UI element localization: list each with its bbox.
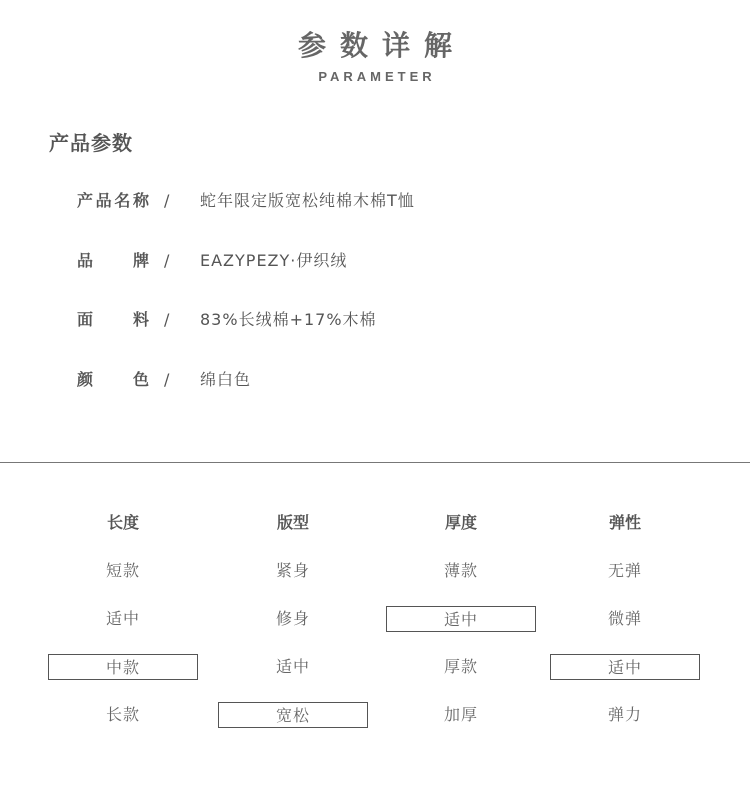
param-separator: / bbox=[164, 251, 170, 270]
attribute-option: 弹力 bbox=[607, 705, 642, 724]
param-label: 面料 bbox=[77, 310, 149, 329]
column-header: 长度 bbox=[106, 513, 139, 532]
attribute-option-selected: 中款 bbox=[48, 654, 198, 680]
attribute-option: 加厚 bbox=[443, 705, 478, 724]
attribute-option: 修身 bbox=[275, 609, 310, 628]
param-value: 蛇年限定版宽松纯棉木棉T恤 bbox=[200, 191, 415, 210]
param-label: 品牌 bbox=[77, 251, 149, 270]
attribute-option: 无弹 bbox=[607, 561, 642, 580]
page-subtitle: PARAMETER bbox=[318, 69, 436, 84]
param-separator: / bbox=[164, 370, 170, 389]
param-label: 颜色 bbox=[77, 370, 149, 389]
attribute-column-length bbox=[48, 0, 198, 792]
attribute-option-selected: 适中 bbox=[386, 606, 536, 632]
column-header: 弹性 bbox=[608, 513, 641, 532]
attribute-option: 短款 bbox=[105, 561, 140, 580]
attribute-option: 适中 bbox=[105, 609, 140, 628]
param-value: EAZYPEZY·伊织绒 bbox=[200, 251, 348, 270]
attribute-option: 厚款 bbox=[443, 657, 478, 676]
attribute-column-stretch bbox=[550, 0, 700, 792]
page-title: 参数详解 bbox=[297, 29, 466, 62]
attribute-option: 微弹 bbox=[607, 609, 642, 628]
attribute-option: 适中 bbox=[275, 657, 310, 676]
section-title: 产品参数 bbox=[49, 131, 133, 155]
attribute-column-thickness bbox=[386, 0, 536, 792]
attribute-option: 薄款 bbox=[443, 561, 478, 580]
attribute-option-selected: 宽松 bbox=[218, 702, 368, 728]
param-label: 产品名称 bbox=[77, 191, 149, 210]
column-header: 版型 bbox=[276, 513, 309, 532]
attribute-option-selected: 适中 bbox=[550, 654, 700, 680]
attribute-option: 紧身 bbox=[275, 561, 310, 580]
attribute-option: 长款 bbox=[105, 705, 140, 724]
column-header: 厚度 bbox=[444, 513, 477, 532]
param-value: 绵白色 bbox=[200, 370, 252, 389]
param-value: 83%长绒棉+17%木棉 bbox=[200, 310, 377, 329]
param-separator: / bbox=[164, 310, 170, 329]
param-separator: / bbox=[164, 191, 170, 210]
attribute-column-fit bbox=[218, 0, 368, 792]
